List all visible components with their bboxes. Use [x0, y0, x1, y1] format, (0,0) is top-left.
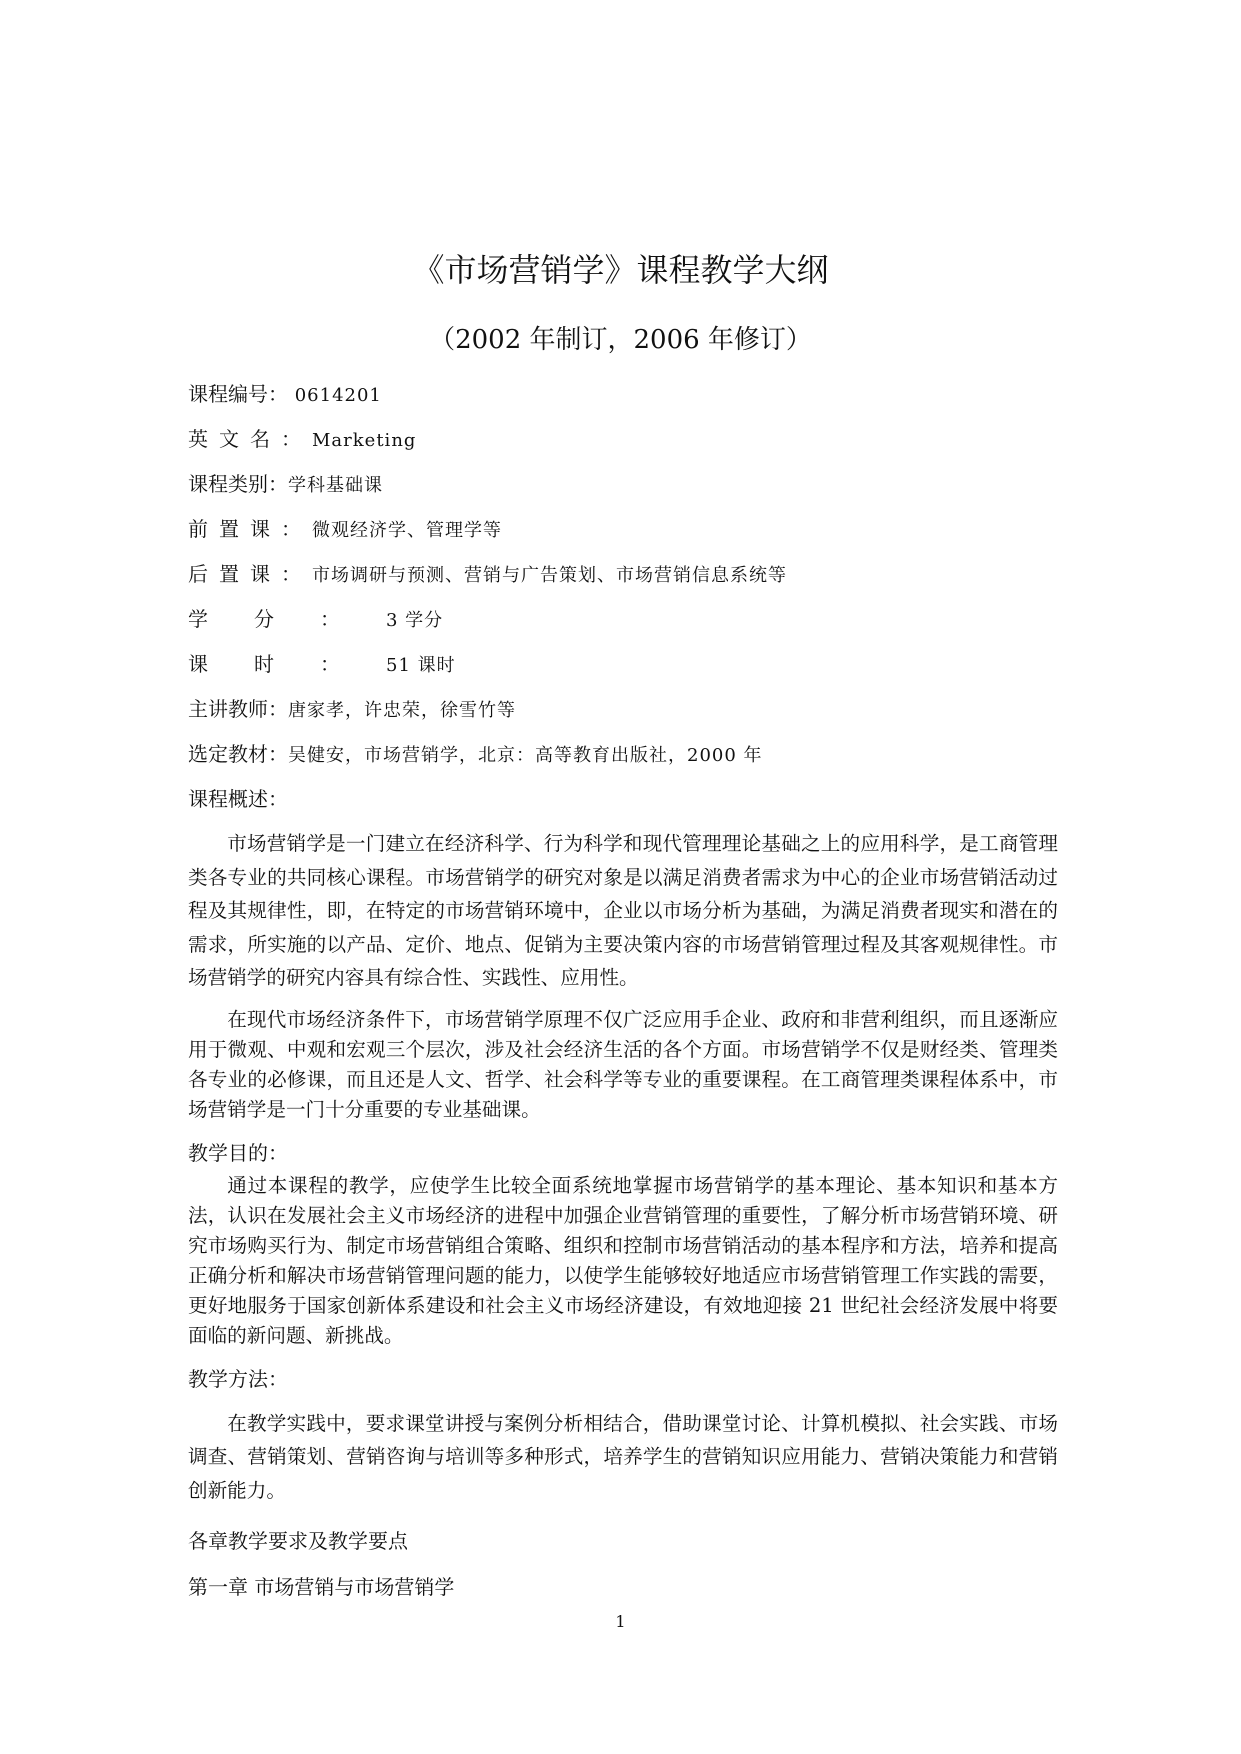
spacer: [188, 817, 1058, 827]
info-row-hours: [188, 646, 1058, 691]
info-value: 唐家孝，许忠荣，徐雪竹等: [288, 700, 516, 721]
methods-paragraph: 在教学实践中，要求课堂讲授与案例分析相结合，借助课堂讨论、计算机模拟、社会实践、市场调查、营销策划、营销咨询与培训等多种形式，培养学生的营销知识应用能力、营销决策能力和营销创新能力。: [188, 1411, 1058, 1502]
info-label: 课时：: [188, 652, 386, 676]
info-value: 微观经济学、管理学等: [312, 520, 502, 541]
chapter-heading: 第一章 市场营销与市场营销学: [188, 1575, 455, 1599]
info-value: 3 学分: [386, 610, 444, 631]
overview-paragraph: 市场营销学是一门建立在经济科学、行为科学和现代管理理论基础之上的应用科学，是工商管理类各专业的共同核心课程。市场营销学的研究对象是以满足消费者需求为中心的企业市场营销活动过程及其规律性，即，在特定的市场营销环境中，企业以市场分析为基础，为满足消费者现实和潜在的需求，所实施的以产品、定价、地点、促销为主要决策内容的市场营销管理过程及其客观规律性。市场营销学的研究内容具有综合性、实践性、应用性。: [188, 832, 1058, 989]
info-row-credits: [188, 601, 1058, 646]
spacer: [188, 1507, 1058, 1523]
requirements-heading: 各章教学要求及教学要点: [188, 1529, 408, 1553]
objectives-paragraph: 通过本课程的教学，应使学生比较全面系统地掌握市场营销学的基本理论、基本知识和基本方法，认识在发展社会主义市场经济的进程中加强企业营销管理的重要性，了解分析市场营销环境、研究市场购买行为、制定市场营销组合策略、组织和控制市场营销活动的基本程序和方法，培养和提高正确分析和解决市场营销管理问题的能力，以使学生能够较好地适应市场营销管理工作实践的需要，更好地服务于国家创新体系建设和社会主义市场经济建设，有效地迎接 21 世纪社会经济发展中将要面临的新问题、新挑战。: [188, 1173, 1058, 1347]
overview-paragraph: 在现代市场经济条件下，市场营销学原理不仅广泛应用手企业、政府和非营利组织，而且逐渐应用于微观、中观和宏观三个层次，涉及社会经济生活的各个方面。市场营销学不仅是财经类、管理类各专业的必修课，而且还是人文、哲学、社会科学等专业的重要课程。在工商管理类课程体系中，市场营销学是一门十分重要的专业基础课。: [188, 1007, 1058, 1121]
page-title: 《市场营销学》课程教学大纲: [412, 251, 829, 289]
info-label: 英文名：: [188, 427, 312, 451]
info-value: 学科基础课: [288, 475, 383, 496]
document-body: [188, 376, 1058, 1605]
spacer: [188, 1351, 1058, 1361]
info-label: 选定教材：: [188, 742, 288, 766]
overview-heading: 课程概述：: [188, 787, 288, 811]
course-info: [188, 376, 1058, 781]
page-subtitle: （2002 年制订，2006 年修订）: [429, 325, 812, 355]
info-label: 后置课：: [188, 562, 312, 586]
info-row-follow-up-courses: [188, 556, 1058, 601]
info-row-prerequisites: [188, 511, 1058, 556]
info-row-textbook: [188, 736, 1058, 781]
spacer: [188, 995, 1058, 1005]
info-label: 前置课：: [188, 517, 312, 541]
spacer: [188, 1559, 1058, 1569]
page-number: 1: [615, 1612, 626, 1631]
spacer: [188, 1125, 1058, 1135]
spacer: [188, 1397, 1058, 1407]
info-label: 课程编号：: [188, 382, 288, 406]
info-row-english-name: [188, 421, 1058, 466]
info-row-course-type: [188, 466, 1058, 511]
info-value: Marketing: [312, 430, 417, 451]
info-value: 0614201: [288, 385, 382, 406]
methods-heading: 教学方法：: [188, 1366, 288, 1391]
info-label: 主讲教师：: [188, 697, 288, 721]
objectives-heading: 教学目的：: [188, 1140, 288, 1165]
info-value: 51 课时: [386, 655, 456, 676]
info-value: 市场调研与预测、营销与广告策划、市场营销信息系统等: [312, 565, 787, 586]
info-row-course-code: [188, 376, 1058, 421]
info-label: 学分：: [188, 607, 386, 631]
info-label: 课程类别：: [188, 472, 288, 496]
info-row-instructors: [188, 691, 1058, 736]
info-value: 吴健安，市场营销学，北京：高等教育出版社，2000 年: [288, 745, 763, 766]
